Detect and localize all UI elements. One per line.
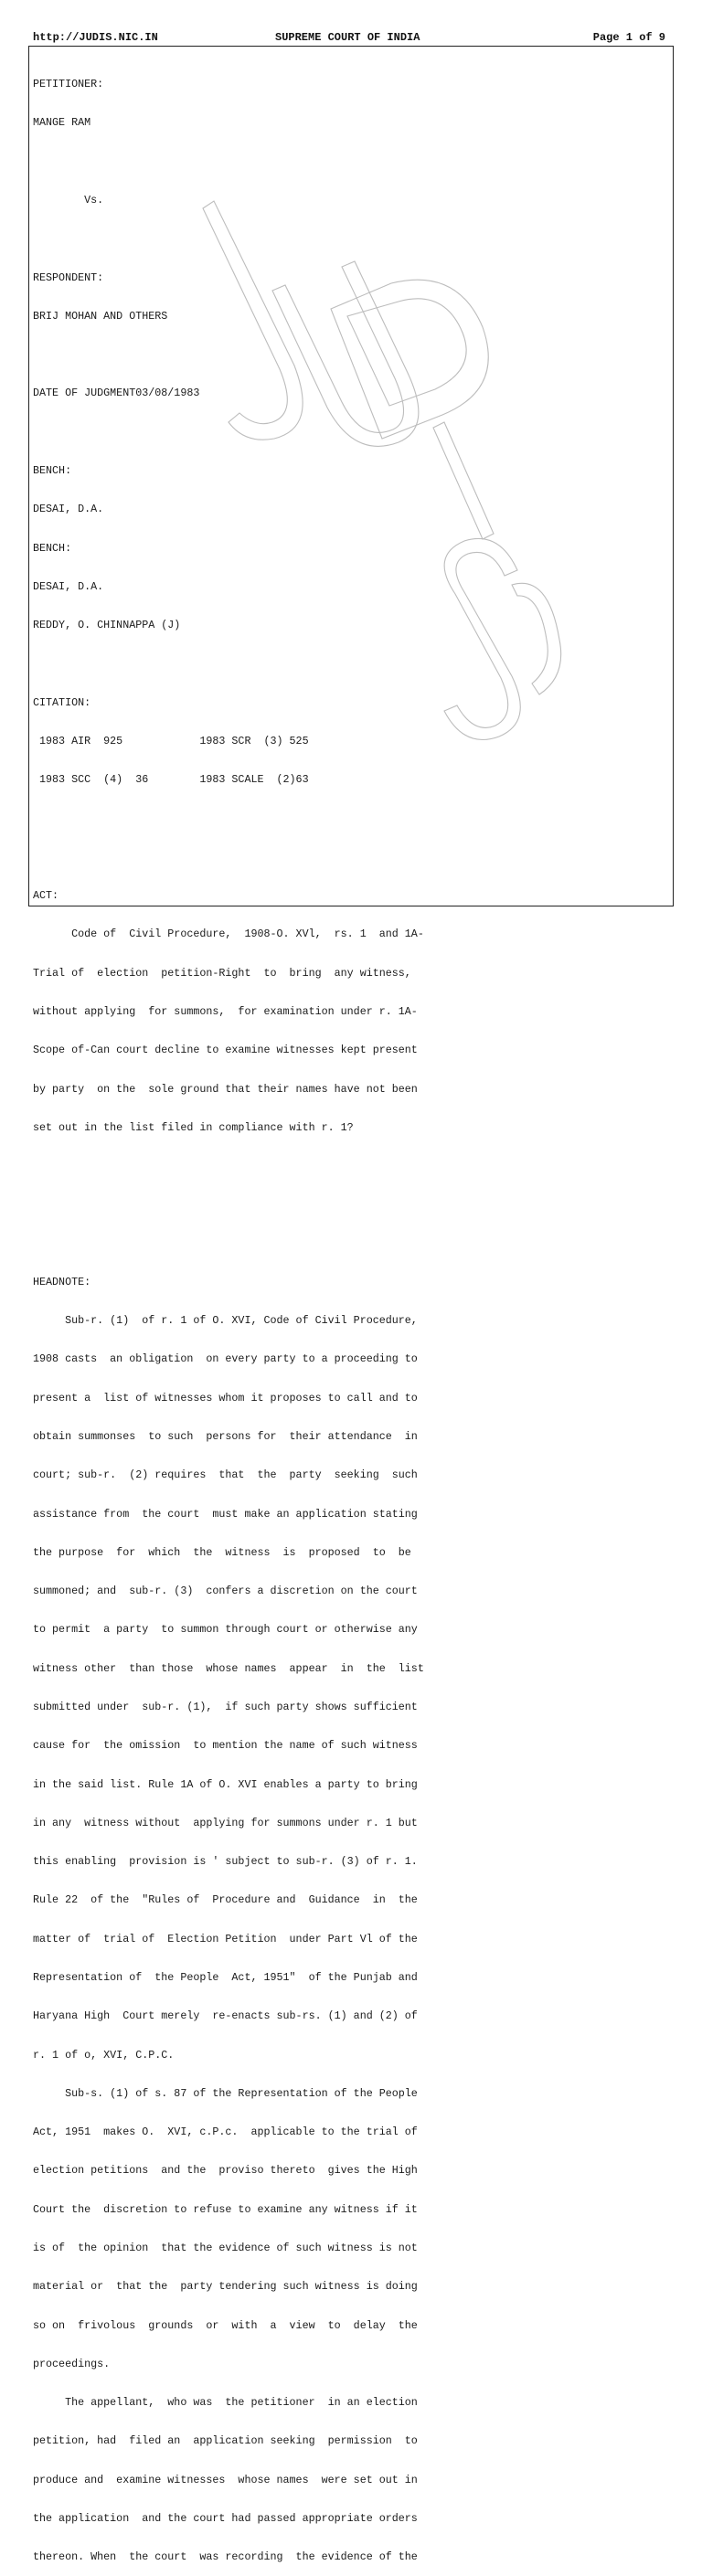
headnote-line: assistance from the court must make an application stating [33, 1507, 418, 1521]
headnote-line: Sub-s. (1) of s. 87 of the Representation of the People [33, 2086, 418, 2100]
headnote-line: so on frivolous grounds or with a view to delay the [33, 2318, 418, 2332]
respondent-label: RESPONDENT: [33, 270, 104, 284]
headnote-line: petition, had filed an application seeking permission to [33, 2434, 418, 2448]
headnote-line: thereon. When the court was recording the evidence of the [33, 2550, 418, 2564]
headnote-line: cause for the omission to mention the name of such witness [33, 1739, 418, 1753]
headnote-line: matter of trial of Election Petition under Part Vl of the [33, 1932, 418, 1945]
petitioner-name: MANGE RAM [33, 116, 91, 130]
bench-judge: DESAI, D.A. [33, 503, 104, 516]
page-header [33, 31, 665, 46]
act-line: Scope of-Can court decline to examine witnesses kept present [33, 1044, 418, 1057]
headnote-line: witness other than those whose names appear in the list [33, 1661, 424, 1675]
headnote-line: The appellant, who was the petitioner in an election [33, 2396, 418, 2410]
bench-label: BENCH: [33, 541, 72, 555]
citation-line: 1983 SCC (4) 36 1983 SCALE (2)63 [33, 773, 309, 787]
headnote-line: proceedings. [33, 2357, 111, 2370]
petitioner-label: PETITIONER: [33, 78, 104, 91]
headnote-line: Representation of the People Act, 1951" of the Punjab and [33, 1970, 418, 1984]
act-line: set out in the list filed in compliance with r. 1? [33, 1120, 354, 1134]
bench-judge: DESAI, D.A. [33, 579, 104, 593]
act-line: Trial of election petition-Right to bring any witness, [33, 966, 411, 980]
page-number: Page 1 of 9 [592, 31, 665, 44]
headnote-line: submitted under sub-r. (1), if such party shows sufficient [33, 1701, 418, 1713]
judgment-text [33, 52, 453, 2576]
headnote-line: r. 1 of o, XVI, C.P.C. [33, 2048, 175, 2062]
bench-label: BENCH: [33, 464, 72, 477]
headnote-line: Court the discretion to refuse to examine any witness if it [33, 2202, 418, 2216]
act-line: Code of Civil Procedure, 1908-O. XVl, rs. 1 and 1A- [33, 928, 424, 941]
citation-label: CITATION: [33, 695, 91, 709]
headnote-line: 1908 casts an obligation on every party to a proceeding to [33, 1352, 418, 1366]
headnote-label: HEADNOTE: [33, 1275, 91, 1288]
headnote-line: to permit a party to summon through court or otherwise any [33, 1623, 418, 1637]
headnote-line: election petitions and the proviso thereto gives the High [33, 2164, 418, 2178]
headnote-line: Sub-r. (1) of r. 1 of O. XVI, Code of Civil Procedure, [33, 1314, 418, 1328]
headnote-line: Rule 22 of the "Rules of Procedure and Guidance in the [33, 1893, 418, 1907]
respondent-name: BRIJ MOHAN AND OTHERS [33, 309, 168, 323]
headnote-line: Act, 1951 makes O. XVI, c.P.c. applicable to the trial of [33, 2125, 418, 2139]
headnote-line: in any witness without applying for summons under r. 1 but [33, 1816, 418, 1829]
act-line: without applying for summons, for examination under r. 1A- [33, 1004, 418, 1018]
headnote-line: this enabling provision is ' subject to sub-r. (3) of r. 1. [33, 1855, 418, 1869]
act-label: ACT: [33, 889, 59, 903]
versus-line: Vs. [33, 194, 104, 207]
citation-line: 1983 AIR 925 1983 SCR (3) 525 [33, 734, 309, 747]
headnote-line: the purpose for which the witness is proposed to be [33, 1545, 411, 1559]
act-line: by party on the sole ground that their names have not been [33, 1082, 418, 1096]
headnote-line: court; sub-r. (2) requires that the party seeking such [33, 1468, 418, 1482]
headnote-line: material or that the party tendering such witness is doing [33, 2280, 418, 2294]
court-name: SUPREME COURT OF INDIA [275, 31, 420, 44]
headnote-line: produce and examine witnesses whose names were set out in [33, 2473, 418, 2486]
headnote-line: in the said list. Rule 1A of O. XVI enables a party to bring [33, 1777, 418, 1791]
bench-judge: REDDY, O. CHINNAPPA (J) [33, 619, 181, 632]
headnote-line: summoned; and sub-r. (3) confers a discretion on the court [33, 1585, 418, 1598]
headnote-line: is of the opinion that the evidence of such witness is not [33, 2241, 418, 2254]
headnote-line: the application and the court had passed appropriate orders [33, 2511, 418, 2525]
headnote-line: present a list of witnesses whom it proposes to call and to [33, 1391, 418, 1405]
source-url: http://JUDIS.NIC.IN [33, 31, 158, 44]
headnote-line: obtain summonses to such persons for their attendance in [33, 1430, 418, 1444]
headnote-line: Haryana High Court merely re-enacts sub-rs. (1) and (2) of [33, 2009, 418, 2023]
judgment-date: DATE OF JUDGMENT03/08/1983 [33, 387, 200, 400]
